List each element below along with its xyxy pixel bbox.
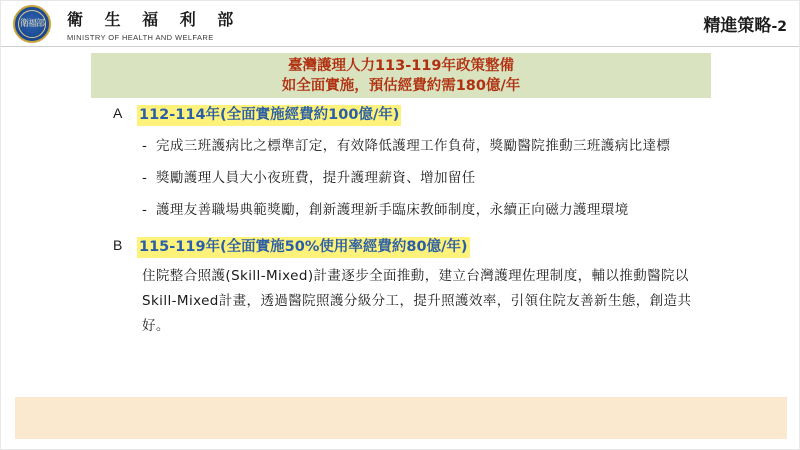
bullet-marker: -	[142, 170, 147, 186]
section-a	[1, 105, 800, 223]
ministry-name-cn: 衛 生 福 利 部	[67, 10, 242, 29]
title-line-2: 如全面實施，預估經費約需180億/年	[281, 77, 521, 94]
section-a-letter: A	[113, 105, 123, 121]
list-item	[142, 134, 800, 159]
slide-tag	[703, 11, 787, 36]
slide-tag-number: -2	[771, 19, 787, 35]
slide-header	[1, 1, 800, 47]
section-b	[1, 237, 800, 339]
bullet-marker: -	[142, 202, 147, 218]
bullet-text: 獎勵護理人員大小夜班費，提升護理薪資、增加留任	[156, 170, 476, 186]
bullet-marker: -	[142, 138, 147, 154]
bullet-text: 護理友善職場典範獎勵，創新護理新手臨床教師制度，永續正向磁力護理環境	[156, 202, 629, 218]
section-b-head	[1, 237, 800, 258]
section-b-letter: B	[113, 237, 123, 253]
footer-band	[15, 397, 787, 439]
section-a-bullets	[1, 134, 800, 223]
ministry-name-en: MINISTRY OF HEALTH AND WELFARE	[67, 33, 214, 42]
list-item	[142, 198, 800, 223]
section-a-head	[1, 105, 800, 126]
header-divider	[1, 46, 800, 47]
section-a-title: 112-114年(全面實施經費約100億/年)	[137, 105, 401, 126]
title-line-1: 臺灣護理人力113-119年政策整備	[287, 57, 515, 74]
ministry-name-block	[67, 7, 241, 42]
title-band	[91, 53, 711, 98]
slide-body	[1, 101, 800, 401]
ministry-emblem-icon	[13, 5, 51, 43]
bullet-text: 完成三班護病比之標準訂定，有效降低護理工作負荷，獎勵醫院推動三班護病比達標	[156, 138, 671, 154]
list-item	[142, 166, 800, 191]
section-b-title: 115-119年(全面實施50%使用率經費約80億/年)	[137, 237, 470, 258]
section-b-paragraph: 住院整合照護(Skill-Mixed)計畫逐步全面推動，建立台灣護理佐理制度，輔以推動醫院以 Skill-Mixed計畫，透過醫院照護分級分工，提升照護效率，引領住院友善新生態，創造共好。	[142, 268, 692, 334]
slide-tag-label: 精進策略	[703, 16, 772, 36]
ministry-emblem-inner: 衛福部	[18, 10, 46, 38]
